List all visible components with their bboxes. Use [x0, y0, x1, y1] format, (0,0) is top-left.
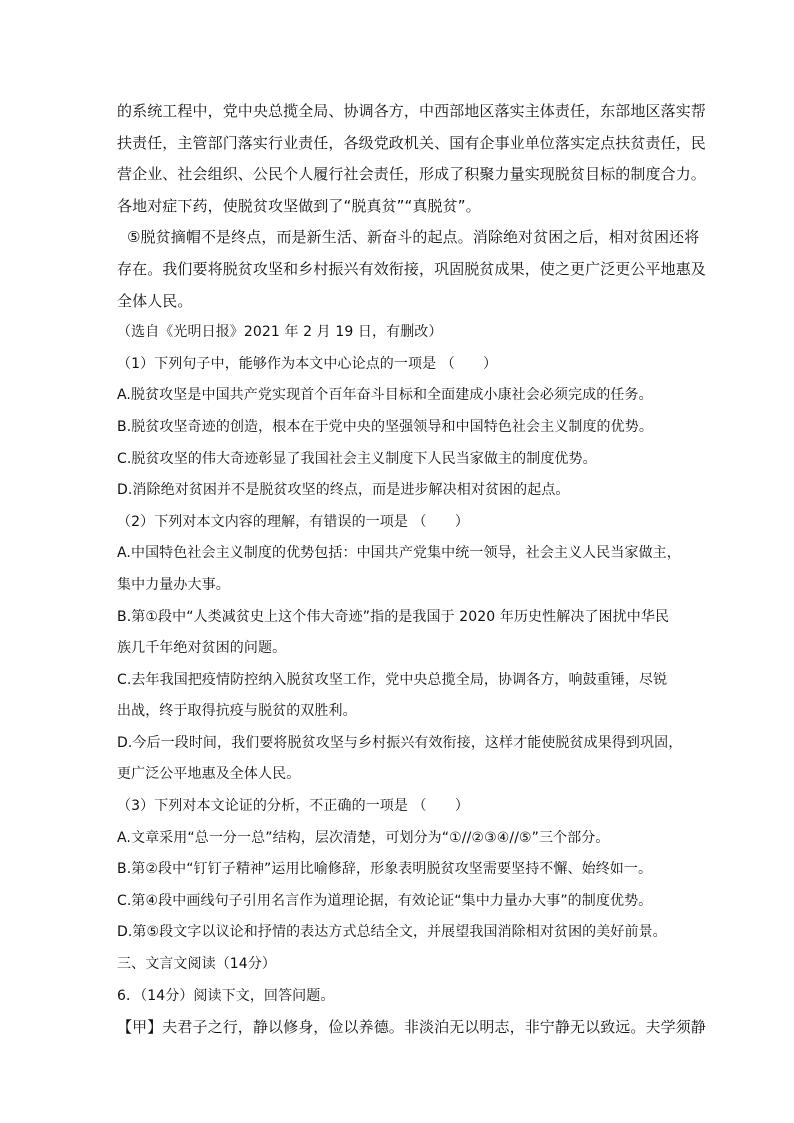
passage-jia: 【甲】夫君子之行，静以修身，俭以养德。非淡泊无以明志，非宁静无以致远。夫学须静	[117, 1018, 706, 1037]
question-2-option-a-line-1: A.中国特色社会主义制度的优势包括：中国共产党集中统一领导，社会主义人民当家做主，	[117, 545, 681, 562]
question-2-stem: （2）下列对本文内容的理解，有错误的一项是 （ ）	[117, 513, 469, 530]
paragraph-4-line-4: 各地对症下药，使脱贫攻坚做到了“脱真贫”“真脱贫”。	[117, 196, 481, 215]
question-2-option-c-line-2: 出战，终于取得抗疫与脱贫的双胜利。	[117, 703, 357, 720]
paragraph-5-line-3: 全体人民。	[117, 291, 193, 310]
question-3-option-c: C.第④段中画线句子引用名言作为道理论据，有效论证“集中力量办大事”的制度优势。	[117, 892, 653, 909]
section-3-heading: 三、文言文阅读（14分）	[117, 956, 277, 973]
question-3-option-b: B.第②段中“钉钉子精神”运用比喻修辞，形象表明脱贫攻坚需要坚持不懈、始终如一。	[117, 861, 653, 878]
question-1-option-b: B.脱贫攻坚奇迹的创造，根本在于党中央的坚强领导和中国特色社会主义制度的优势。	[117, 418, 653, 435]
question-2-option-d-line-1: D.今后一段时间，我们要将脱贫攻坚与乡村振兴有效衔接，这样才能使脱贫成果得到巩固，	[117, 734, 683, 751]
paragraph-4-line-1: 的系统工程中，党中央总揽全局、协调各方，中西部地区落实主体责任，东部地区落实帮	[117, 102, 706, 120]
source-citation: （选自《光明日报》2021 年 2 月 19 日，有删改）	[117, 324, 443, 341]
question-2-option-a-line-2: 集中力量办大事。	[117, 576, 230, 593]
question-1-option-a: A.脱贫攻坚是中国共产党实现首个百年奋斗目标和全面建成小康社会必须完成的任务。	[117, 387, 653, 404]
question-3-stem: （3）下列对本文论证的分析，不正确的一项是 （ ）	[117, 798, 469, 815]
question-2-option-d-line-2: 更广泛公平地惠及全体人民。	[117, 766, 301, 783]
question-2-option-b-line-2: 族几千年绝对贫困的问题。	[117, 640, 287, 657]
paragraph-5-line-1: ⑤脱贫摘帽不是终点，而是新生活、新奋斗的起点。消除绝对贫困之后，相对贫困还将	[127, 228, 700, 247]
question-1-stem: （1）下列句子中，能够作为本文中心论点的一项是 （ ）	[117, 355, 498, 372]
paragraph-4-line-2: 扶责任，主管部门落实行业责任，各级党政机关、国有企事业单位落实定点扶贫责任，民	[117, 133, 706, 152]
question-2-option-c-line-1: C.去年我国把疫情防控纳入脱贫攻坚工作，党中央总揽全局，协调各方，响鼓重锤，尽锐	[117, 671, 668, 688]
question-1-option-c: C.脱贫攻坚的伟大奇迹彰显了我国社会主义制度下人民当家做主的制度优势。	[117, 450, 597, 467]
question-1-option-d: D.消除绝对贫困并不是脱贫攻坚的终点，而是进步解决相对贫困的起点。	[117, 482, 570, 499]
question-6-stem: 6．（14分）阅读下文，回答问题。	[117, 987, 335, 1004]
question-2-option-b-line-1: B.第①段中“人类减贫史上这个伟大奇迹”指的是我国于 2020 年历史性解决了困扰中华民	[117, 608, 670, 625]
paragraph-4-line-3: 营企业、社会组织、公民个人履行社会责任，形成了积聚力量实现脱贫目标的制度合力。	[117, 165, 706, 184]
paragraph-5-line-2: 存在。我们要将脱贫攻坚和乡村振兴有效衔接，巩固脱贫成果，使之更广泛更公平地惠及	[117, 259, 706, 278]
document-page	[117, 96, 706, 1044]
question-3-option-a: A.文章采用“总一分一总”结构，层次清楚，可划分为“①//②③④//⑤”三个部分。	[117, 829, 610, 846]
question-3-option-d: D.第⑤段文字以议论和抒情的表达方式总结全文，并展望我国消除相对贫困的美好前景。	[117, 924, 667, 941]
